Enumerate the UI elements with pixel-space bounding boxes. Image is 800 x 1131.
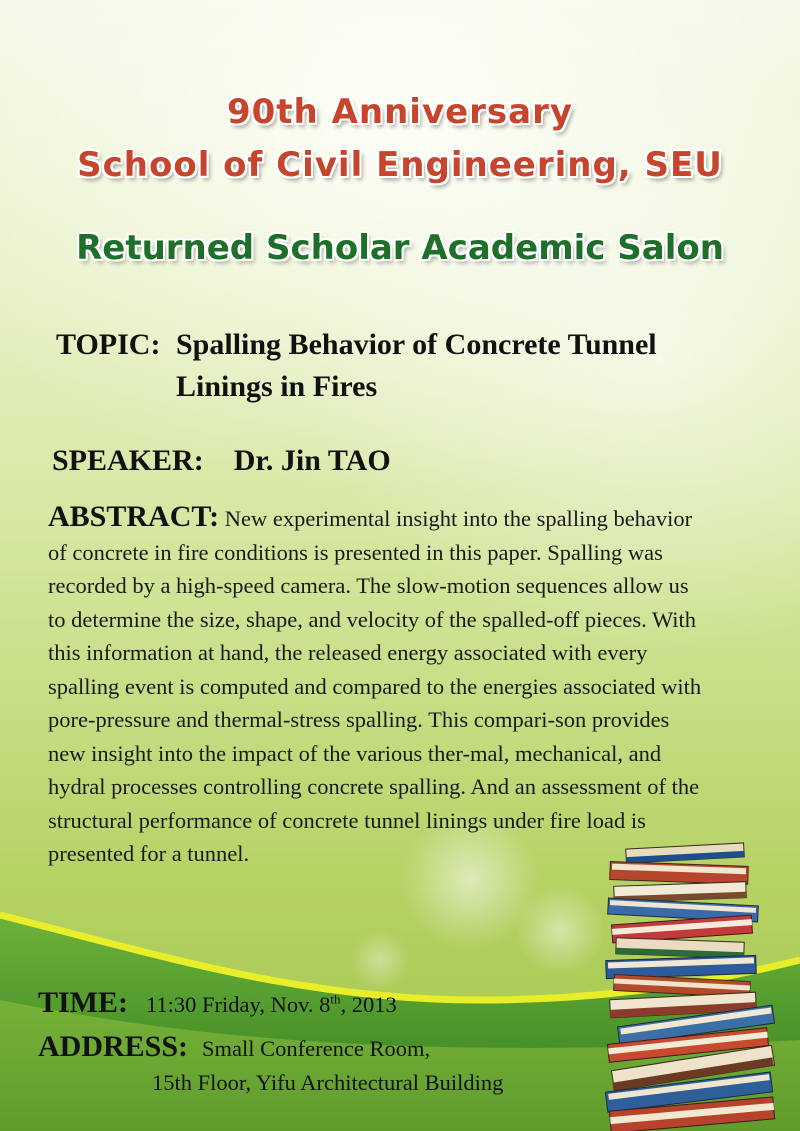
time-value-main: 11:30 Friday, Nov. 8: [146, 992, 331, 1017]
salon-title: Returned Scholar Academic Salon: [76, 228, 724, 268]
speaker-section: [52, 444, 391, 478]
school-title: School of Civil Engineering, SEU: [77, 145, 723, 185]
book: [616, 938, 744, 958]
time-section: [38, 986, 397, 1020]
speaker-name: Dr. Jin TAO: [233, 444, 391, 477]
time-value-ordinal: th: [330, 991, 341, 1007]
book: [610, 862, 749, 885]
time-value: [146, 992, 397, 1017]
anniversary-title: 90th Anniversary: [226, 92, 574, 132]
abstract-text: New experimental insight into the spalling behavior of concrete in fire conditions is presented in this paper. Spalling was recorded by a high-speed camera. The slow-motion sequences allow us to determine the size, shape, and velocity of the spalled-off pieces. With this information at hand, the released energy associated with every spalling event is computed and compared to the energies associated with pore-pressure and thermal-stress spalling. This compari-son provides new insight into the impact of the various ther-mal, mechanical, and hydral processes controlling concrete spalling. And an assessment of the structural performance of concrete tunnel linings under fire load is presented for a tunnel.: [48, 506, 702, 866]
topic-label: TOPIC:: [56, 328, 161, 361]
books-stack-image: [600, 840, 800, 1131]
address-line2: 15th Floor, Yifu Architectural Building: [152, 1070, 504, 1095]
speaker-label: SPEAKER:: [52, 444, 204, 477]
address-line1: Small Conference Room,: [202, 1036, 431, 1061]
abstract-label: ABSTRACT:: [48, 500, 220, 533]
topic-title-line1: Spalling Behavior of Concrete Tunnel: [176, 328, 657, 361]
address-label: ADDRESS:: [38, 1030, 189, 1063]
abstract-section: [48, 500, 708, 871]
topic-title-line2: Linings in Fires: [176, 370, 378, 403]
time-value-year: , 2013: [340, 992, 397, 1017]
address-section: [38, 1030, 430, 1064]
book: [626, 843, 745, 863]
time-label: TIME:: [38, 986, 128, 1019]
